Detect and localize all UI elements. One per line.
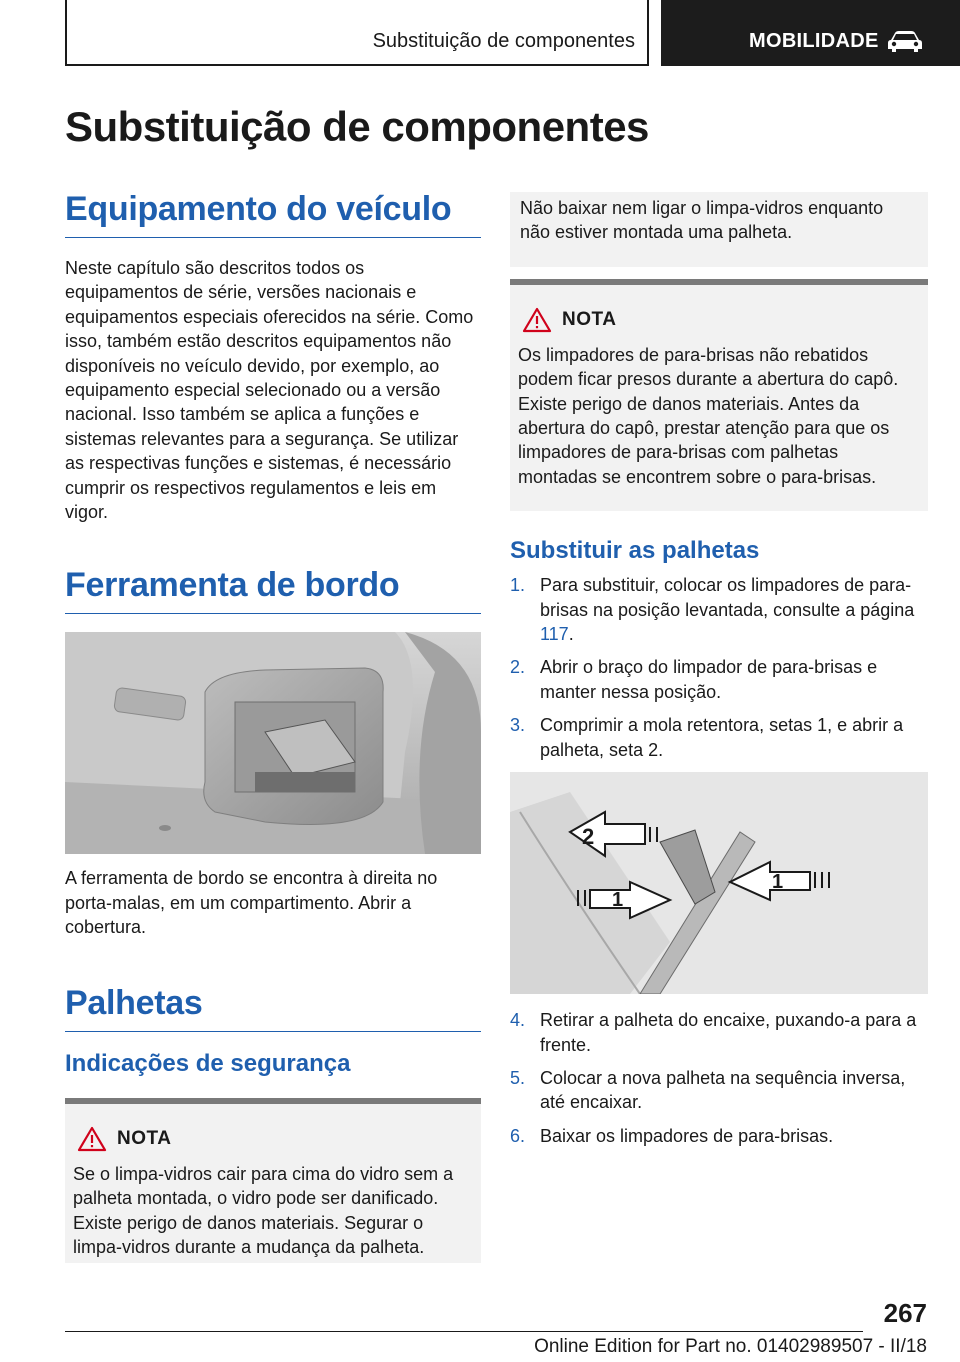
list-item	[510, 713, 928, 762]
header-chapter-box	[661, 0, 960, 66]
warning-triangle-icon	[77, 1126, 107, 1152]
notice-box-1	[65, 1098, 481, 1264]
page-reference-link[interactable]: 117	[540, 624, 569, 645]
header-section-title: Substituição de componentes	[372, 30, 635, 52]
step-text: Retirar a palheta do encaixe, puxando-a para a frente.	[540, 1010, 917, 1055]
page-number: 267	[883, 1298, 927, 1328]
subheading-replace-blades: Substituir as palhetas	[510, 537, 760, 565]
step-number: 6.	[510, 1125, 526, 1146]
list-item: 1. Para substituir, colocar os limpadores de para-brisas na posição levantada, consulte a página 117.	[510, 573, 928, 646]
step-text: Comprimir a mola retentora, setas 1, e abrir a palheta, seta 2.	[540, 715, 904, 760]
header-chapter-title: MOBILIDADE	[749, 30, 879, 52]
header-section-box	[65, 0, 649, 66]
wiper-blade-diagram	[510, 772, 928, 994]
arrow-label-2: 2	[582, 824, 595, 850]
step-number: 1.	[510, 575, 526, 596]
step-number: 5.	[510, 1067, 526, 1088]
step-number: 3.	[510, 715, 526, 736]
notice-text: Os limpadores de para-brisas não rebatidos podem ficar presos durante a abertura do capô. Existe perigo de danos materiais. Antes da abertura do capô, prestar atenção para que os limpadores de para-brisas com palhetas montadas se encontrem sobre o para-brisas.	[518, 344, 899, 487]
notice-text: Se o limpa-vidros cair para cima do vidro sem a palheta montada, o vidro pode ser danificado. Existe perigo de danos materiais. Segurar o limpa-vidros durante a mudança da palheta.	[73, 1163, 454, 1257]
car-icon	[885, 28, 925, 56]
step-text: Colocar a nova palheta na sequência inversa, até encaixar.	[540, 1067, 906, 1113]
step-text: Abrir o braço do limpador de para-brisas e manter nessa posição.	[540, 657, 878, 702]
notice-box-1-continued	[510, 192, 928, 267]
right-column	[510, 192, 928, 1157]
notice-title: NOTA	[562, 308, 617, 330]
trunk-tool-compartment-image	[65, 632, 481, 854]
section-heading-wipers: Palhetas	[65, 984, 481, 1032]
list-item	[510, 655, 928, 704]
equipment-paragraph: Neste capítulo são descritos todos os equipamentos de série, versões nacionais e equipamentos especiais oferecidos na série. Como isso, também estão descritos equipamentos não disponíveis no veículo devido, por exemplo, ao equipamento especial selecionado ou a versão nacional. Isso também se aplica a funções e sistemas relevantes para a segurança. Se utilizar as respectivas funções e sistemas, é necessário cumprir os respectivos regulamentos e leis em vigor.	[65, 258, 474, 523]
arrow-label-1b: 1	[612, 889, 624, 912]
step-text: Para substituir, colocar os limpadores de para-brisas na posição levantada, consulte a página	[540, 575, 915, 620]
step-number: 2.	[510, 657, 526, 678]
left-column	[65, 190, 481, 1263]
arrow-label-1a: 1	[772, 871, 784, 894]
section-heading-equipment: Equipamento do veículo	[65, 190, 481, 238]
list-item	[510, 1066, 928, 1115]
steps-list-b	[510, 1008, 928, 1148]
step-text: Baixar os limpadores de para-brisas.	[540, 1125, 834, 1146]
notice-text-continued: Não baixar nem ligar o limpa-vidros enquanto não estiver montada uma palheta.	[520, 198, 884, 243]
notice-box-2	[510, 279, 928, 511]
tools-paragraph: A ferramenta de bordo se encontra à direita no porta-malas, em um compartimento. Abrir a cobertura.	[65, 868, 438, 938]
section-heading-tools: Ferramenta de bordo	[65, 566, 481, 614]
list-item	[510, 1008, 928, 1057]
list-item	[510, 1124, 928, 1148]
warning-triangle-icon	[522, 307, 552, 333]
step-number: 4.	[510, 1010, 526, 1031]
page-title: Substituição de componentes	[65, 103, 649, 150]
footer-divider	[65, 1331, 863, 1332]
subheading-safety: Indicações de segurança	[65, 1049, 351, 1077]
footer-edition-text: Online Edition for Part no. 01402989507 - II/18	[534, 1336, 927, 1357]
steps-list-a	[510, 573, 928, 762]
notice-title: NOTA	[117, 1127, 172, 1149]
